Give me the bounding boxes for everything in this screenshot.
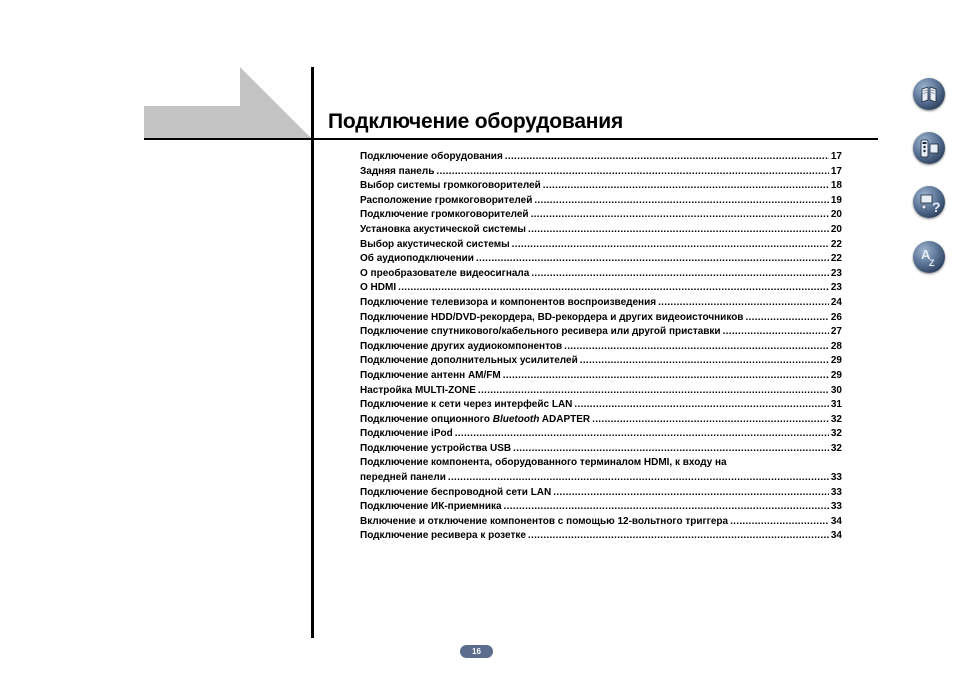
- toc-entry-page: 32: [830, 413, 842, 425]
- toc-entry-title: Подключение ИК-приемника: [360, 501, 502, 513]
- toc-entry-title: Включение и отключение компонентов с помощью 12-вольтного триггера: [360, 515, 729, 527]
- toc-entry-title-prefix: Подключение опционного: [360, 413, 493, 425]
- vertical-rule: [311, 67, 314, 638]
- toc-entry-page: 26: [830, 311, 842, 323]
- toc-entry-page: 19: [830, 194, 842, 206]
- toc-entry-speaker-selection[interactable]: [360, 238, 842, 253]
- toc-entry-ipod-connection[interactable]: [360, 427, 842, 442]
- toc-entry-page: 18: [830, 180, 842, 192]
- remote-control-icon-graphic: [913, 132, 945, 164]
- toc-entry-page: 24: [830, 296, 842, 308]
- toc-entry-rear-panel[interactable]: [360, 165, 842, 180]
- toc-entry-title: Выбор системы громкоговорителей: [360, 180, 541, 192]
- dot-leader: [574, 398, 828, 413]
- dot-leader: [528, 529, 829, 544]
- toc-entry-speaker-placement[interactable]: [360, 194, 842, 209]
- dot-leader: [528, 223, 829, 238]
- svg-text:A: A: [921, 247, 931, 262]
- toc-entry-page: 17: [830, 151, 842, 162]
- toc-entry-usb-connection[interactable]: [360, 442, 842, 457]
- toc-entry-speaker-installation[interactable]: [360, 223, 842, 238]
- dot-leader: [580, 354, 829, 369]
- toc-entry-title: Подключение антенн AM/FM: [360, 369, 501, 381]
- dot-leader: [505, 150, 829, 165]
- toc-entry-title: Подключение к сети через интерфейс LAN: [360, 399, 573, 411]
- toc-entry-audio-connection[interactable]: [360, 252, 842, 267]
- toc-entry-title: О HDMI: [360, 282, 397, 294]
- toc-entry-wireless-lan-connection[interactable]: [360, 486, 842, 501]
- toc-entry-title: Подключение дополнительных усилителей: [360, 355, 578, 367]
- toc-entry-page: 31: [830, 399, 842, 411]
- toc-entry-ir-receiver-connection[interactable]: [360, 500, 842, 515]
- dot-leader: [553, 486, 829, 501]
- dot-leader: [658, 296, 829, 311]
- toc-entry-page: 34: [830, 530, 842, 542]
- svg-text:Z: Z: [929, 258, 935, 268]
- toc-entry-speaker-system-choice[interactable]: [360, 179, 842, 194]
- toc-entry-title: Подключение спутникового/кабельного ресивера или другой приставки: [360, 326, 721, 338]
- toc-entry-page: 33: [830, 472, 842, 484]
- toc-entry-title-line2: передней панели: [360, 472, 446, 484]
- toc-entry-about-hdmi[interactable]: [360, 281, 842, 296]
- troubleshooting-icon[interactable]: [913, 186, 945, 218]
- page-title: Подключение оборудования: [328, 110, 624, 133]
- toc-entry-power-outlet-connection[interactable]: [360, 529, 842, 544]
- toc-entry-page: 22: [830, 238, 842, 250]
- toc-entry-title: Подключение громкоговорителей: [360, 209, 529, 221]
- dot-leader: [723, 325, 829, 340]
- toc-entry-line2: [360, 471, 842, 486]
- toc-entry-amplifier-connection[interactable]: [360, 354, 842, 369]
- toc-entry-multi-zone-setup[interactable]: [360, 384, 842, 399]
- toc-entry-other-audio-connection[interactable]: [360, 340, 842, 355]
- toc-entry-page: 29: [830, 369, 842, 381]
- troubleshooting-icon-graphic: [913, 186, 945, 218]
- dot-leader: [730, 515, 829, 530]
- dot-leader: [455, 427, 829, 442]
- toc-entry-page: 27: [830, 326, 842, 338]
- dot-leader: [745, 311, 828, 326]
- toc-entry-title: [360, 413, 590, 428]
- toc-entry-page: 28: [830, 340, 842, 352]
- toc-entry-page: 17: [830, 165, 842, 177]
- dot-leader: [531, 208, 829, 223]
- toc-entry-page: 20: [830, 209, 842, 221]
- dot-leader: [512, 238, 829, 253]
- glossary-icon-graphic: [913, 241, 945, 273]
- table-of-contents: [360, 150, 842, 544]
- toc-entry-page: 34: [830, 515, 842, 527]
- toc-entry-title: Подключение оборудования: [360, 151, 503, 162]
- dot-leader: [398, 281, 829, 296]
- toc-entry-title: Подключение телевизора и компонентов воспроизведения: [360, 296, 657, 308]
- toc-entry-page: 33: [830, 501, 842, 513]
- toc-entry-page: 32: [830, 442, 842, 454]
- book-icon-graphic: [913, 78, 945, 110]
- toc-entry-title-italic: Bluetooth: [492, 413, 540, 425]
- dot-leader: [534, 194, 829, 209]
- dot-leader: [504, 500, 829, 515]
- book-icon[interactable]: [913, 78, 945, 110]
- toc-entry-antenna-connection[interactable]: [360, 369, 842, 384]
- toc-entry-page: 29: [830, 355, 842, 367]
- toc-entry-title: Настройка MULTI-ZONE: [360, 384, 476, 396]
- toc-entry-title: Выбор акустической системы: [360, 238, 510, 250]
- toc-entry-title: Об аудиоподключении: [360, 253, 474, 265]
- toc-entry-satellite-receiver-connection[interactable]: [360, 325, 842, 340]
- toc-entry-page: 23: [830, 267, 842, 279]
- horizontal-rule: [144, 138, 878, 140]
- toc-entry-title: Подключение ресивера к розетке: [360, 530, 526, 542]
- dot-leader: [592, 413, 829, 428]
- toc-entry-12v-trigger[interactable]: [360, 515, 842, 530]
- toc-entry-equipment-connection[interactable]: [360, 150, 842, 165]
- dot-leader: [476, 252, 829, 267]
- toc-entry-title: Установка акустической системы: [360, 223, 526, 235]
- toc-entry-speaker-connection[interactable]: [360, 208, 842, 223]
- toc-entry-page: 20: [830, 223, 842, 235]
- dot-leader: [513, 442, 829, 457]
- toc-entry-bluetooth-adapter-connection[interactable]: [360, 413, 842, 428]
- toc-entry-recorder-connection[interactable]: [360, 311, 842, 326]
- toc-entry-title: О преобразователе видеосигнала: [360, 267, 530, 279]
- dot-leader: [543, 179, 829, 194]
- toc-entry-title-line1: Подключение компонента, оборудованного терминалом HDMI, к входу на: [360, 457, 727, 469]
- dot-leader: [448, 471, 829, 486]
- toc-entry-lan-connection[interactable]: [360, 398, 842, 413]
- dot-leader: [531, 267, 829, 282]
- toc-entry-title: Подключение iPod: [360, 428, 453, 440]
- dot-leader: [564, 340, 829, 355]
- toc-entry-page: 32: [830, 428, 842, 440]
- toc-entry-title: Подключение устройства USB: [360, 442, 512, 454]
- toc-entry-page: 22: [830, 253, 842, 265]
- page-number-badge: 16: [460, 645, 493, 658]
- dot-leader: [436, 165, 829, 180]
- toc-entry-title: Задняя панель: [360, 165, 435, 177]
- toc-entry-title: Расположение громкоговорителей: [360, 194, 533, 206]
- toc-entry-page: 30: [830, 384, 842, 396]
- toc-entry-page: 33: [830, 486, 842, 498]
- toc-entry-title: Подключение других аудиокомпонентов: [360, 340, 563, 352]
- toc-entry-tv-playback-connection[interactable]: [360, 296, 842, 311]
- toc-entry-title-suffix: ADAPTER: [539, 413, 591, 425]
- remote-control-icon[interactable]: [913, 132, 945, 164]
- toc-entry-title: Подключение HDD/DVD-рекордера, BD-рекордера и других видеоисточников: [360, 311, 744, 323]
- toc-entry-page: 23: [830, 282, 842, 294]
- svg-text:?: ?: [932, 199, 941, 215]
- toc-entry-title: Подключение беспроводной сети LAN: [360, 486, 552, 498]
- glossary-icon[interactable]: [913, 241, 945, 273]
- dot-leader: [503, 369, 829, 384]
- toc-entry-front-hdmi-connection[interactable]: [360, 456, 842, 485]
- toc-entry-video-converter[interactable]: [360, 267, 842, 282]
- dot-leader: [478, 384, 829, 399]
